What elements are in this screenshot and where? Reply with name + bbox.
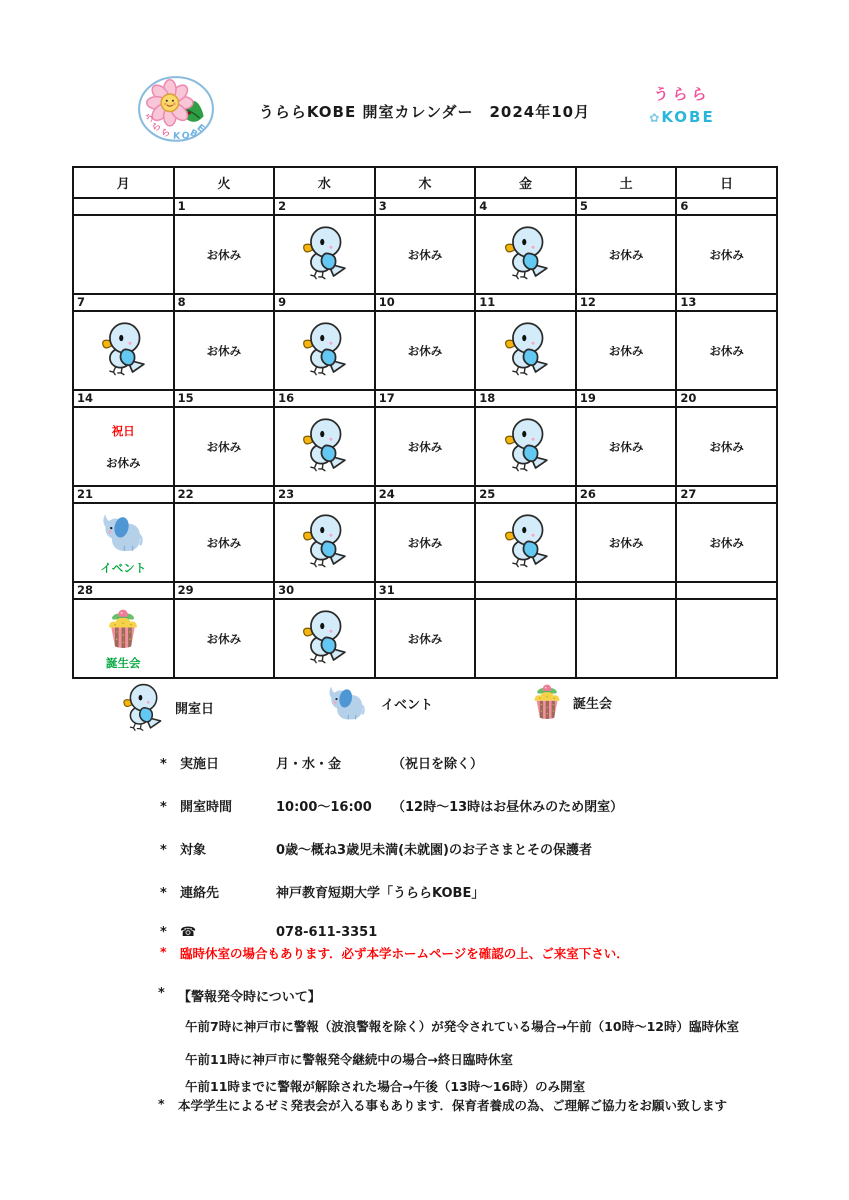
weekday-header: 月	[73, 167, 174, 198]
closed-label: お休み	[709, 535, 744, 550]
bird-icon	[118, 682, 166, 732]
legend-item	[118, 682, 214, 732]
day-number: 22	[174, 486, 275, 503]
birthday-label: 誕生会	[106, 655, 141, 670]
day-number: 19	[576, 390, 677, 407]
info-note: （祝日を除く）	[392, 757, 484, 772]
day-cell-6	[676, 215, 777, 294]
day-number: 13	[676, 294, 777, 311]
bullet-asterisk: *	[160, 800, 167, 815]
urara-kobe-text-logo	[638, 83, 726, 128]
legend-label: 開室日	[175, 701, 215, 717]
day-number: 11	[475, 294, 576, 311]
closed-label: お休み	[106, 455, 141, 470]
info-value: 0歳～概ね3歳児未満(未就園)のお子さまとその保護者	[276, 843, 592, 858]
bullet-asterisk: *	[160, 757, 167, 772]
day-cell-blank	[475, 599, 576, 678]
seminar-note	[158, 1096, 727, 1114]
day-number: 21	[73, 486, 174, 503]
day-cell-20	[676, 407, 777, 486]
logo-text-urara: うらら	[653, 85, 711, 103]
elephant-icon	[95, 509, 151, 556]
info-row	[160, 925, 780, 940]
bird-icon	[96, 320, 150, 377]
day-cell-11	[475, 311, 576, 390]
day-cell-24	[375, 503, 476, 582]
legend-label: 誕生会	[573, 696, 613, 712]
day-cell-18	[475, 407, 576, 486]
weekday-header: 土	[576, 167, 677, 198]
day-number: 16	[274, 390, 375, 407]
bird-icon	[499, 224, 553, 281]
day-cell-19	[576, 407, 677, 486]
bullet-asterisk: *	[160, 886, 167, 901]
day-cell-28	[73, 599, 174, 678]
closed-label: お休み	[407, 439, 443, 454]
closed-label: お休み	[206, 247, 242, 262]
day-number: 8	[174, 294, 275, 311]
bullet-asterisk: *	[158, 1096, 165, 1111]
day-number: 12	[576, 294, 677, 311]
closed-label: お休み	[206, 343, 242, 358]
day-number: 20	[676, 390, 777, 407]
info-value: 10:00～16:00	[276, 800, 372, 815]
svg-text:O: O	[180, 129, 191, 143]
day-cell-blank	[676, 599, 777, 678]
svg-text:ら: ら	[159, 126, 172, 140]
day-number: 2	[274, 198, 375, 215]
closed-label: お休み	[709, 343, 744, 358]
day-number: 28	[73, 582, 174, 599]
closed-label: お休み	[608, 535, 644, 550]
day-number: 23	[274, 486, 375, 503]
day-cell-23	[274, 503, 375, 582]
day-number: 24	[375, 486, 476, 503]
legend	[72, 682, 778, 736]
day-cell-17	[375, 407, 476, 486]
day-cell-1	[174, 215, 275, 294]
day-number: 10	[375, 294, 476, 311]
closed-label: お休み	[206, 631, 242, 646]
bird-icon	[499, 416, 553, 473]
calendar-table	[72, 166, 778, 679]
closed-label: お休み	[407, 247, 443, 262]
day-number	[576, 582, 677, 599]
day-cell-14	[73, 407, 174, 486]
day-cell-7	[73, 311, 174, 390]
day-cell-blank	[73, 215, 174, 294]
day-number: 3	[375, 198, 476, 215]
logo-text-kobe: ✿KOBE	[649, 107, 715, 126]
day-number: 30	[274, 582, 375, 599]
day-number: 27	[676, 486, 777, 503]
closed-label: お休み	[407, 535, 443, 550]
info-value: 月・水・金	[276, 757, 342, 772]
cupcake-icon	[530, 682, 564, 722]
info-label: 開室時間	[180, 800, 233, 815]
legend-item	[530, 682, 612, 722]
day-cell-30	[274, 599, 375, 678]
closed-label: お休み	[206, 439, 242, 454]
day-number: 31	[375, 582, 476, 599]
bullet-asterisk: *	[160, 925, 167, 940]
day-number: 26	[576, 486, 677, 503]
bird-icon	[297, 608, 351, 665]
bird-icon	[499, 320, 553, 377]
day-cell-29	[174, 599, 275, 678]
day-number	[475, 582, 576, 599]
event-label: イベント	[100, 561, 147, 575]
day-cell-5	[576, 215, 677, 294]
info-row	[160, 796, 780, 815]
closed-label: お休み	[407, 631, 443, 646]
day-cell-3	[375, 215, 476, 294]
day-number: 5	[576, 198, 677, 215]
bullet-asterisk: *	[160, 843, 167, 858]
alert-header-text: 【警報発令時について】	[178, 990, 321, 1005]
day-number: 9	[274, 294, 375, 311]
day-cell-9	[274, 311, 375, 390]
day-number	[73, 198, 174, 215]
page-title: うららKOBE 開室カレンダー 2024年10月	[258, 103, 591, 121]
info-value: 神戸教育短期大学「うららKOBE」	[276, 886, 485, 901]
holiday-label: 祝日	[111, 423, 135, 438]
svg-text:B: B	[188, 127, 200, 141]
closed-label: お休み	[608, 247, 644, 262]
bullet-asterisk: *	[158, 986, 165, 1001]
svg-text:ら: ら	[150, 120, 164, 135]
info-label: ☎	[180, 925, 197, 940]
day-number: 7	[73, 294, 174, 311]
cupcake-icon	[104, 607, 142, 651]
svg-text:K: K	[172, 130, 181, 143]
temporary-closure-note	[160, 944, 629, 962]
day-number: 14	[73, 390, 174, 407]
day-cell-15	[174, 407, 275, 486]
svg-text:う: う	[143, 111, 158, 126]
weekday-header: 日	[676, 167, 777, 198]
alert-line: 午前11時までに警報が解除された場合→午後（13時～16時）のみ開室	[185, 1079, 586, 1094]
info-row	[160, 839, 780, 858]
day-cell-13	[676, 311, 777, 390]
day-cell-22	[174, 503, 275, 582]
flower-icon: ✿	[649, 110, 662, 125]
closed-label: お休み	[206, 535, 242, 550]
legend-label: イベント	[381, 697, 434, 713]
day-cell-21	[73, 503, 174, 582]
day-cell-25	[475, 503, 576, 582]
elephant-icon	[322, 682, 372, 724]
alert-line: 午前11時に神戸市に警報発令継続中の場合→終日臨時休室	[185, 1052, 513, 1067]
closed-label: お休み	[608, 439, 644, 454]
seminar-note-text: 本学学生によるゼミ発表会が入る事もあります．保育者養成の為、ご理解ご協力をお願い致します	[178, 1098, 728, 1113]
day-number	[676, 582, 777, 599]
alert-lines	[185, 1017, 798, 1095]
closed-label: お休み	[709, 247, 744, 262]
day-number: 4	[475, 198, 576, 215]
day-cell-2	[274, 215, 375, 294]
alert-section-header	[158, 986, 798, 1005]
day-cell-10	[375, 311, 476, 390]
day-number: 15	[174, 390, 275, 407]
day-cell-16	[274, 407, 375, 486]
day-cell-27	[676, 503, 777, 582]
day-number: 1	[174, 198, 275, 215]
temporary-closure-text: 臨時休室の場合もあります．必ず本学ホームページを確認の上、ご来室下さい．	[180, 946, 629, 961]
weekday-header: 木	[375, 167, 476, 198]
info-note: （12時～13時はお昼休みのため閉室）	[392, 800, 624, 815]
svg-text:E: E	[194, 122, 207, 135]
day-number: 17	[375, 390, 476, 407]
info-label: 連絡先	[180, 886, 220, 901]
bullet-asterisk: *	[160, 944, 167, 959]
info-list	[160, 753, 780, 964]
alert-line: 午前7時に神戸市に警報（波浪警報を除く）が発令されている場合→午前（10時～12時）臨時休室	[185, 1019, 739, 1034]
day-number: 6	[676, 198, 777, 215]
day-cell-4	[475, 215, 576, 294]
info-label: 実施日	[180, 757, 220, 772]
closed-label: お休み	[407, 343, 443, 358]
day-number: 29	[174, 582, 275, 599]
info-row	[160, 882, 780, 901]
weekday-header: 金	[475, 167, 576, 198]
info-label: 対象	[180, 843, 207, 858]
info-value: 078-611-3351	[276, 925, 378, 940]
day-number: 25	[475, 486, 576, 503]
closed-label: お休み	[608, 343, 644, 358]
weekday-header: 水	[274, 167, 375, 198]
info-row	[160, 753, 780, 772]
bird-icon	[297, 320, 351, 377]
day-cell-31	[375, 599, 476, 678]
alert-section	[158, 986, 798, 1095]
day-number: 18	[475, 390, 576, 407]
day-cell-8	[174, 311, 275, 390]
weekday-header: 火	[174, 167, 275, 198]
day-cell-12	[576, 311, 677, 390]
bird-icon	[297, 512, 351, 569]
bird-icon	[297, 224, 351, 281]
legend-item	[322, 682, 433, 724]
bird-icon	[297, 416, 351, 473]
day-cell-blank	[576, 599, 677, 678]
day-cell-26	[576, 503, 677, 582]
closed-label: お休み	[709, 439, 744, 454]
bird-icon	[499, 512, 553, 569]
